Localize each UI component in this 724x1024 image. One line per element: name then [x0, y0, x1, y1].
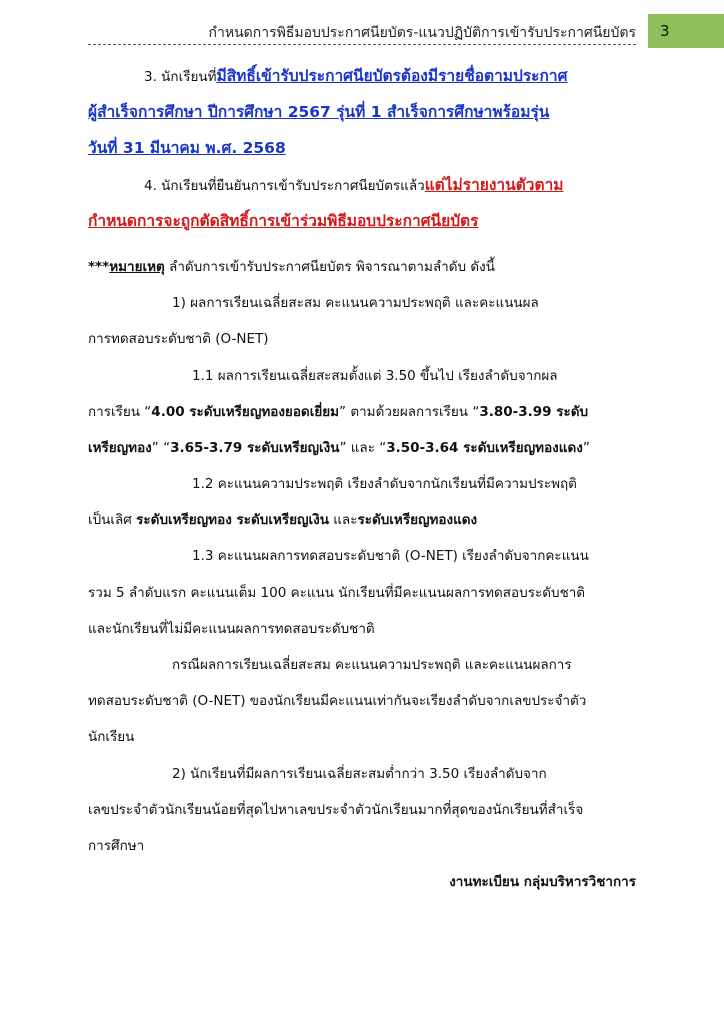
criteria2-line1: 2) นักเรียนที่มีผลการเรียนเฉลี่ยสะสมต่ำกว่า 3.50 เรียงลำดับจาก: [172, 765, 547, 782]
note-label: หมายเหตุ: [109, 258, 165, 275]
sub11-line1: 1.1 ผลการเรียนเฉลี่ยสะสมตั้งแต่ 3.50 ขึ้นไป เรียงลำดับจากผล: [192, 367, 558, 384]
note-line: [88, 249, 636, 285]
item4-highlight-2: กำหนดการจะถูกตัดสิทธิ์การเข้าร่วมพิธีมอบประกาศนียบัตร: [88, 211, 479, 230]
sub11-text-c: ” ตามด้วยผลการเรียน “: [339, 403, 480, 420]
page-header: [88, 14, 724, 48]
document-body: [88, 58, 636, 900]
sub13-line1: 1.3 คะแนนผลการทดสอบระดับชาติ (O-NET) เรียงลำดับจากคะแนน: [192, 548, 589, 565]
item3-line2: [88, 94, 636, 130]
item3-highlight-2: ผู้สำเร็จการศึกษา ปีการศึกษา 2567 รุ่นที่ 1 สำเร็จการศึกษาพร้อมรุ่น: [88, 103, 550, 122]
signature: งานทะเบียน กลุ่มบริหารวิชาการ: [449, 874, 636, 891]
criteria2-line3: การศึกษา: [88, 837, 145, 854]
sub11-and: ” และ “: [339, 439, 387, 456]
sub13-line3: และนักเรียนที่ไม่มีคะแนนผลการทดสอบระดับชาติ: [88, 620, 375, 637]
sub11-silver: 3.65-3.79 ระดับเหรียญเงิน: [170, 439, 340, 456]
sub12-line1: 1.2 คะแนนความประพฤติ เรียงลำดับจากนักเรียนที่มีความประพฤติ: [192, 476, 577, 493]
item4-line1: [88, 167, 636, 203]
tie-case-line1: กรณีผลการเรียนเฉลี่ยสะสม คะแนนความประพฤติ และคะแนนผลการ: [172, 657, 572, 673]
page-number-badge: 3: [648, 14, 724, 48]
sub11-text-a: การเรียน “: [88, 403, 152, 420]
sub12-and: และ: [328, 512, 358, 529]
sub11-close-quote: ”: [582, 439, 590, 456]
sub11-line3: [88, 430, 636, 466]
item3-highlight-1: มีสิทธิ์เข้ารับประกาศนียบัตรต้องมีรายชื่อตามประกาศ: [216, 67, 568, 85]
sub12-bronze: ระดับเหรียญทองแดง: [357, 512, 478, 529]
item4-highlight-1: แต่ไม่รายงานตัวตาม: [424, 175, 564, 194]
item3-line1: [88, 58, 636, 94]
note-stars: ***: [88, 258, 110, 275]
criteria1-line1: 1) ผลการเรียนเฉลี่ยสะสม คะแนนความประพฤติ และคะแนนผล: [172, 295, 539, 312]
sub13-line2: รวม 5 ลำดับแรก คะแนนเต็ม 100 คะแนน นักเรียนที่มีคะแนนผลการทดสอบระดับชาติ: [88, 584, 586, 601]
item4-prefix: 4. นักเรียนที่ยืนยันการเข้ารับประกาศนียบัตรแล้ว: [144, 177, 425, 194]
header-divider: [88, 44, 636, 45]
criteria1-line2: การทดสอบระดับชาติ (O-NET): [88, 331, 269, 348]
item3-line3: [88, 130, 636, 166]
sub11-bronze: 3.50-3.64 ระดับเหรียญทองแดง: [386, 439, 583, 456]
sub11-line2: [88, 394, 636, 430]
tie-case-line2: ทดสอบระดับชาติ (O-NET) ของนักเรียนมีคะแนนเท่ากันจะเรียงลำดับจากเลขประจำตัว: [88, 693, 587, 710]
header-title: กำหนดการพิธีมอบประกาศนียบัตร-แนวปฏิบัติการเข้ารับประกาศนียบัตร: [208, 25, 636, 41]
criteria2-line2: เลขประจำตัวนักเรียนน้อยที่สุดไปหาเลขประจำตัวนักเรียนมากที่สุดของนักเรียนที่สำเร็จ: [88, 801, 584, 818]
sub11-gold-range: 3.80-3.99 ระดับ: [479, 403, 589, 420]
sub11-gold-label: เหรียญทอง: [88, 439, 152, 456]
sub11-quote: ” “: [151, 439, 171, 456]
item3-prefix: 3. นักเรียนที่: [144, 69, 217, 85]
sub12-text-a: เป็นเลิศ: [88, 512, 137, 529]
sub12-gold-silver: ระดับเหรียญทอง ระดับเหรียญเงิน: [136, 512, 329, 529]
item4-line2: [88, 203, 636, 239]
note-text: ลำดับการเข้ารับประกาศนียบัตร พิจารณาตามลำดับ ดังนี้: [164, 258, 495, 275]
sub11-gold-excellent: 4.00 ระดับเหรียญทองยอดเยี่ยม: [151, 403, 340, 420]
sub12-line2: [88, 502, 636, 538]
item3-highlight-3: วันที่ 31 มีนาคม พ.ศ. 2568: [88, 139, 286, 158]
tie-case-line3: นักเรียน: [88, 729, 135, 746]
